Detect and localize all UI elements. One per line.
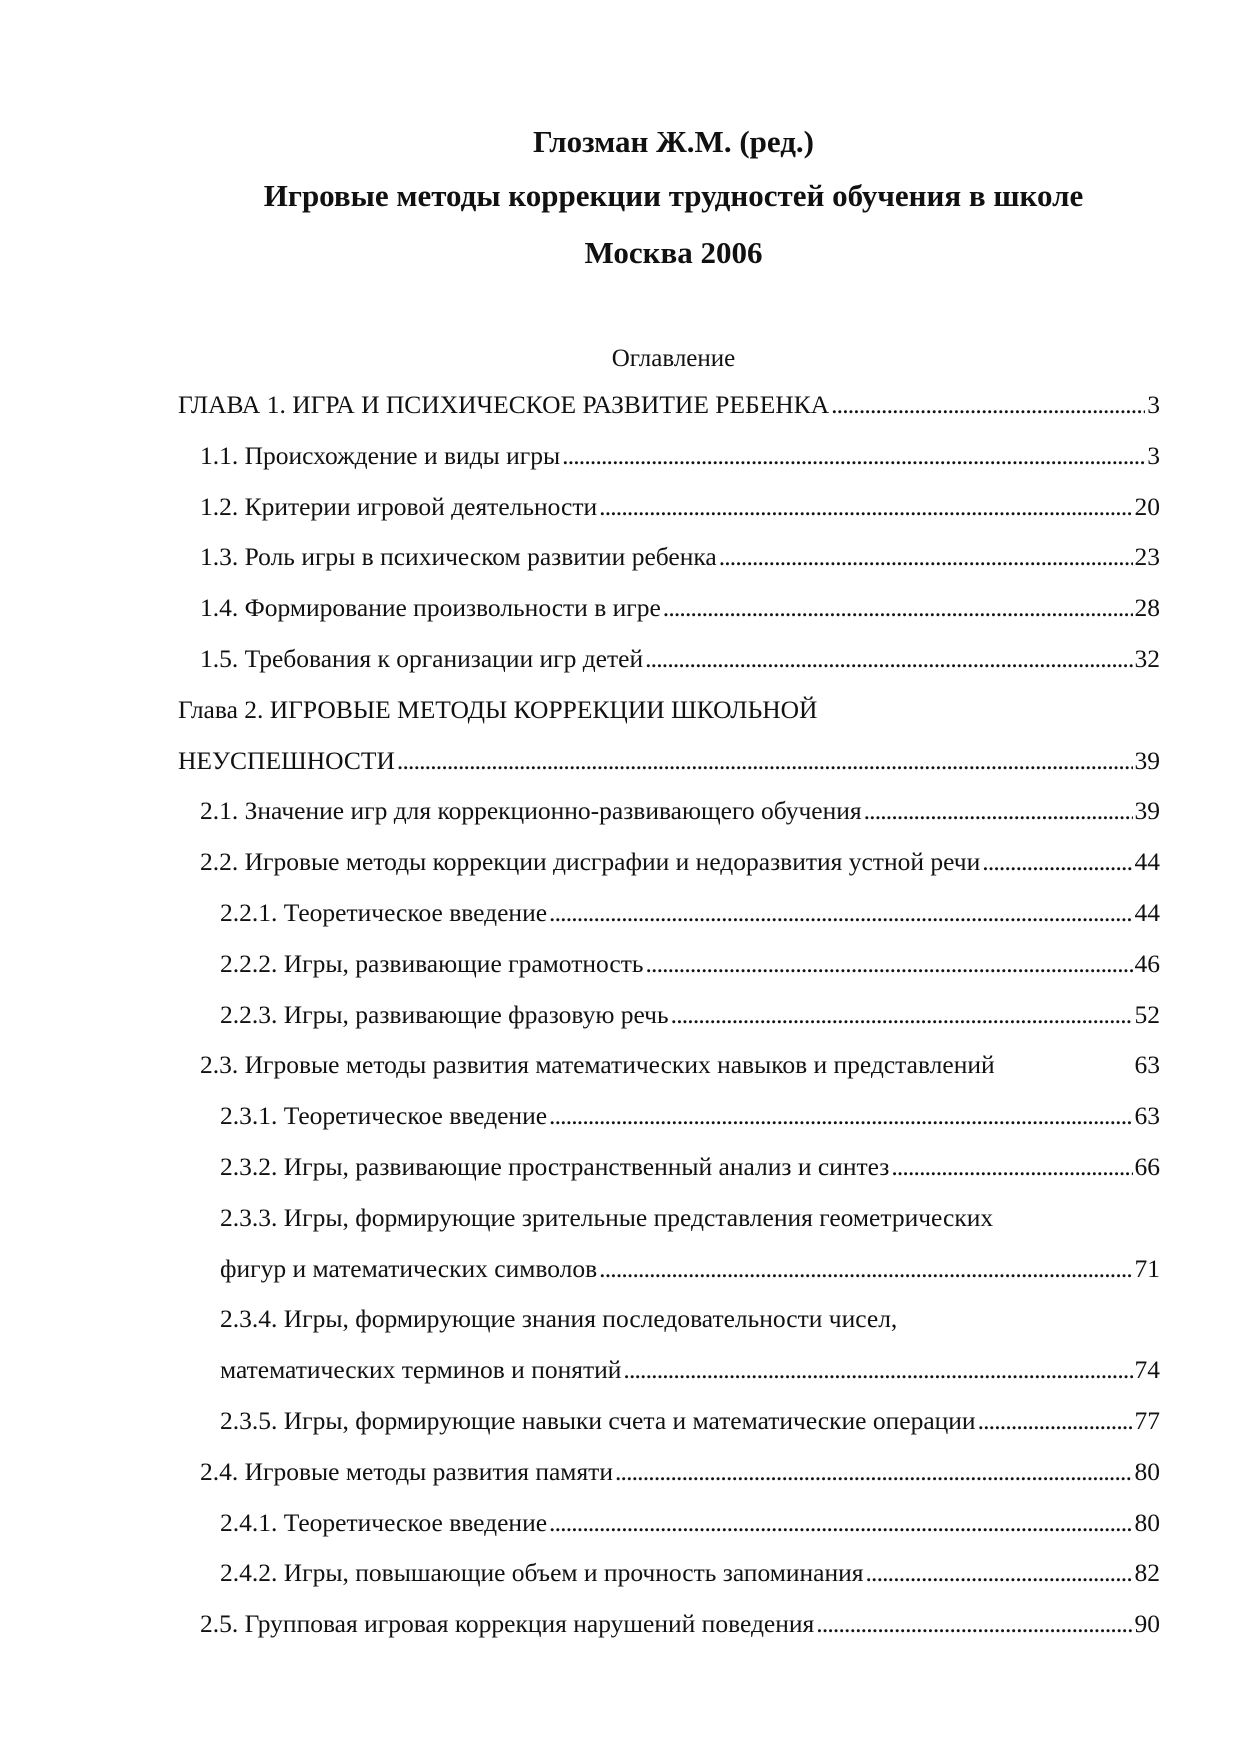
dot-leader: [549, 1101, 1132, 1131]
toc-page-number: 82: [1134, 1558, 1160, 1588]
toc-entry[interactable]: [178, 1152, 1160, 1203]
dot-leader: [663, 593, 1133, 623]
toc-entry-title: 2.4.2. Игры, повышающие объем и прочность запоминания: [220, 1558, 864, 1588]
toc-entry[interactable]: [178, 898, 1160, 949]
toc-page-number: 3: [1147, 390, 1160, 419]
toc-entry-title: 2.3.4. Игры, формирующие знания последовательности чисел,: [220, 1304, 898, 1334]
toc-page-number: 74: [1134, 1355, 1160, 1385]
dot-leader: [978, 1406, 1133, 1436]
toc-entry[interactable]: [178, 1304, 1160, 1355]
toc-page-number: 39: [1134, 745, 1160, 775]
toc-entry-title: 2.4.1. Теоретическое введение: [220, 1507, 548, 1537]
toc-entry[interactable]: [178, 542, 1160, 593]
toc-entry-title: НЕУСПЕШНОСТИ: [178, 745, 395, 775]
toc-page-number: 66: [1134, 1151, 1160, 1181]
toc-entry[interactable]: [178, 949, 1160, 1000]
toc-entry-title: 2.3.1. Теоретическое введение: [220, 1101, 548, 1131]
toc-entry[interactable]: [178, 746, 1160, 797]
toc-entry-title: 2.3.5. Игры, формирующие навыки счета и математические операции: [220, 1405, 976, 1435]
toc-entry[interactable]: [178, 1000, 1160, 1051]
book-title: Игровые методы коррекции трудностей обучения в школе: [263, 178, 1084, 213]
toc-page-number: 32: [1134, 643, 1160, 673]
toc-entry-title: 1.2. Критерии игровой деятельности: [200, 491, 598, 521]
dot-leader: [831, 390, 1145, 420]
toc-page-number: 71: [1134, 1253, 1160, 1283]
toc-entry-title: 2.4. Игровые методы развития памяти: [200, 1456, 613, 1486]
toc-entry-title: 2.3.3. Игры, формирующие зрительные представления геометрических: [220, 1202, 994, 1232]
toc-page-number: 52: [1134, 999, 1160, 1029]
toc-entry-title: 2.2.2. Игры, развивающие грамотность: [220, 948, 644, 978]
toc-entry-title: 2.2.1. Теоретическое введение: [220, 897, 548, 927]
toc-entry-title: 1.3. Роль игры в психическом развитии ребенка: [200, 542, 717, 572]
toc-entry[interactable]: [178, 492, 1160, 543]
toc-page-number: 77: [1134, 1405, 1160, 1435]
toc-entry-title: 1.4. Формирование произвольности в игре: [200, 593, 661, 623]
dot-leader: [549, 1508, 1132, 1538]
toc-entry-title: 1.1. Происхождение и виды игры: [200, 440, 561, 470]
table-of-contents: [178, 390, 1160, 1660]
toc-entry[interactable]: [178, 796, 1160, 847]
toc-page-number: 23: [1134, 542, 1160, 572]
dot-leader: [615, 1457, 1133, 1487]
dot-leader: [397, 746, 1133, 776]
dot-leader: [599, 492, 1132, 522]
toc-page-number: 44: [1134, 847, 1160, 877]
toc-entry[interactable]: [178, 1457, 1160, 1508]
toc-entry-title: 2.2.3. Игры, развивающие фразовую речь: [220, 999, 669, 1029]
toc-entry-title: Глава 2. ИГРОВЫЕ МЕТОДЫ КОРРЕКЦИИ ШКОЛЬНОЙ: [178, 694, 818, 724]
toc-entry[interactable]: [178, 847, 1160, 898]
toc-entry[interactable]: [178, 1508, 1160, 1559]
toc-entry[interactable]: [178, 593, 1160, 644]
toc-entry[interactable]: [178, 1558, 1160, 1609]
dot-leader: [719, 542, 1133, 572]
book-author: Глозман Ж.М. (ред.): [533, 124, 814, 159]
toc-entry-title: 2.3. Игровые методы развития математических навыков и представлений: [200, 1050, 995, 1080]
toc-entry[interactable]: [178, 441, 1160, 492]
toc-entry-title: фигур и математических символов: [220, 1253, 598, 1283]
toc-page-number: 44: [1134, 897, 1160, 927]
dot-leader: [623, 1355, 1132, 1385]
dot-leader: [562, 441, 1145, 471]
toc-page-number: 90: [1134, 1609, 1160, 1639]
toc-page-number: 80: [1134, 1456, 1160, 1486]
dot-leader: [645, 949, 1132, 979]
dot-leader: [645, 644, 1132, 674]
toc-heading: Оглавление: [611, 345, 736, 372]
toc-entry-title: 2.2. Игровые методы коррекции дисграфии и недоразвития устной речи: [200, 847, 981, 877]
toc-entry-title: 2.3.2. Игры, развивающие пространственный анализ и синтез: [220, 1151, 890, 1181]
toc-page-number: 80: [1134, 1507, 1160, 1537]
toc-page-number: 3: [1147, 440, 1160, 470]
toc-entry-title: ГЛАВА 1. ИГРА И ПСИХИЧЕСКОЕ РАЗВИТИЕ РЕБЕНКА: [178, 390, 830, 419]
toc-entry-title: 1.5. Требования к организации игр детей: [200, 643, 644, 673]
dot-leader: [671, 1000, 1133, 1030]
toc-entry[interactable]: [178, 1101, 1160, 1152]
toc-page-number: 39: [1134, 796, 1160, 826]
toc-entry[interactable]: [178, 644, 1160, 695]
toc-entry-title: 2.1. Значение игр для коррекционно-развивающего обучения: [200, 796, 862, 826]
toc-entry[interactable]: [178, 1355, 1160, 1406]
toc-entry[interactable]: [178, 1254, 1160, 1305]
dot-leader: [816, 1609, 1132, 1639]
toc-page-number: 63: [1134, 1050, 1160, 1080]
toc-page-number: 28: [1134, 593, 1160, 623]
dot-leader: [865, 1558, 1132, 1588]
toc-entry[interactable]: [178, 1406, 1160, 1457]
toc-entry[interactable]: [178, 1609, 1160, 1660]
toc-entry[interactable]: [178, 1203, 1160, 1254]
toc-entry[interactable]: [178, 390, 1160, 441]
dot-leader: [864, 796, 1133, 826]
dot-leader: [982, 847, 1132, 877]
toc-entry-title: 2.5. Групповая игровая коррекция нарушений поведения: [200, 1609, 815, 1639]
dot-leader: [549, 898, 1132, 928]
toc-page-number: 63: [1134, 1101, 1160, 1131]
dot-leader: [891, 1152, 1132, 1182]
toc-page-number: 20: [1134, 491, 1160, 521]
toc-entry-title: математических терминов и понятий: [220, 1355, 622, 1385]
dot-leader: [599, 1254, 1132, 1284]
toc-entry[interactable]: [178, 1050, 1160, 1101]
toc-entry[interactable]: [178, 695, 1160, 746]
book-place-year: Москва 2006: [584, 235, 763, 270]
toc-page-number: 46: [1134, 948, 1160, 978]
